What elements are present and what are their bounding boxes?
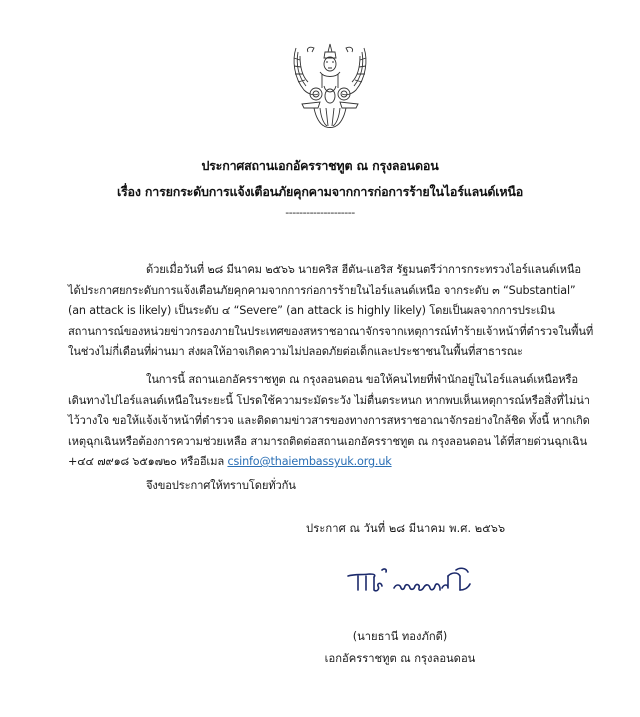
paragraph-line: ในการนี้ สถานเอกอัครราชทูต ณ กรุงลอนดอน ขอให้คนไทยที่พำนักอยู่ในไอร์แลนด์เหนือหรือ (146, 373, 578, 386)
paragraph-line: ในช่วงไม่กี่เดือนที่ผ่านมา ส่งผลให้อาจเกิดความไม่ปลอดภัยต่อเด็กและประชาชนในพื้นที่สาธารณะ (68, 345, 523, 358)
emergency-hotline: +๔๔ ๗๙๑๘ ๖๕๑๗๒๐ หรืออีเมล (68, 455, 225, 468)
paragraph-line: สถานการณ์ของหน่วยข่าวกรองภายในประเทศของสหราชอาณาจักรจากเหตุการณ์ทำร้ายเจ้าหน้าที่ตำรวจในพื้นที่ (68, 324, 594, 338)
paragraph-1 (68, 260, 593, 363)
header-divider: -------------------- (285, 206, 355, 219)
contact-line (68, 452, 593, 473)
paragraph-line: ไว้วางใจ ขอให้แจ้งเจ้าหน้าที่ตำรวจ และติดตามข่าวสารของทางการสหราชอาณาจักรอย่างใกล้ชิด ทั้งนี้ หากเกิด (68, 414, 590, 427)
garuda-emblem-icon (290, 38, 370, 130)
paragraph-line: เหตุฉุกเฉินหรือต้องการความช่วยเหลือ สามารถติดต่อสถานเอกอัครราชทูต ณ กรุงลอนดอน ได้ที่สายด่วนฉุกเฉิน (68, 434, 588, 448)
signer-name: (นายธานี ทองภักดี) (352, 630, 448, 643)
signer-title: เอกอัครราชทูต ณ กรุงลอนดอน (324, 652, 476, 665)
announcement-subject: เรื่อง การยกระดับการแจ้งเตือนภัยคุกคามจากการก่อการร้ายในไอร์แลนด์เหนือ (116, 184, 524, 199)
paragraph-2 (68, 370, 593, 473)
paragraph-3 (68, 476, 593, 497)
paragraph-line: เดินทางไปไอร์แลนด์เหนือในระยะนี้ โปรดใช้ความระมัดระวัง ไม่ตื่นตระหนก หากพบเห็นเหตุการณ์หรือสิ่งที่ไม่น่า (68, 393, 590, 407)
announcement-date: ประกาศ ณ วันที่ ๒๘ มีนาคม พ.ศ. ๒๕๖๖ (306, 522, 506, 535)
closing-line: จึงขอประกาศให้ทราบโดยทั่วกัน (146, 479, 296, 492)
paragraph-line: ได้ประกาศยกระดับการแจ้งเตือนภัยคุกคามจากการก่อการร้ายในไอร์แลนด์เหนือ จากระดับ ๓ “Substantial” (68, 283, 576, 297)
announcement-title: ประกาศสถานเอกอัครราชทูต ณ กรุงลอนดอน (201, 158, 439, 173)
email-link[interactable]: csinfo@thaiembassyuk.org.uk (227, 455, 392, 468)
paragraph-line: ด้วยเมื่อวันที่ ๒๘ มีนาคม ๒๕๖๖ นายคริส ฮีตัน-แฮริส รัฐมนตรีว่าการกระทรวงไอร์แลนด์เหนือ (146, 263, 581, 276)
paragraph-line: (an attack is likely) เป็นระดับ ๔ “Severe” (an attack is highly likely) โดยเป็นผลจากการประเมิน (68, 304, 555, 317)
signature-icon (344, 566, 479, 600)
